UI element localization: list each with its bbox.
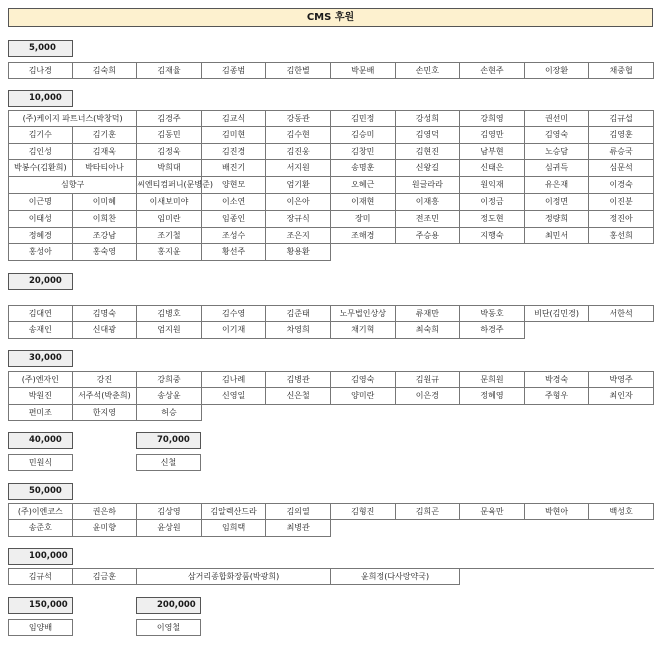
donor-cell: 김원규 [396,371,461,388]
donor-cell: 황용환 [266,244,331,261]
empty-cell [525,520,590,537]
donor-cell: 김종범 [202,62,267,79]
donor-cell: 민원식 [8,454,73,471]
donor-cell: 김의열 [266,503,331,520]
donor-cell: 지행숙 [460,228,525,245]
tier-label-70000: 70,000 [136,432,201,449]
donor-cell: 김재욱 [73,144,138,161]
donor-cell: 장규식 [266,211,331,228]
tier-label-40000: 40,000 [8,432,73,449]
donor-cell: 이재현 [331,194,396,211]
donor-cell: 주형우 [525,388,590,405]
donor-cell: 김인성 [8,144,73,161]
donor-cell: 김현진 [396,144,461,161]
donor-cell: 정량희 [525,211,590,228]
donor-cell: 전조민 [396,211,461,228]
donor-cell: 김숙희 [73,62,138,79]
donor-cell: 송명훈 [331,160,396,177]
donor-cell: 양미란 [331,388,396,405]
donor-cell: 강희중 [137,371,202,388]
donor-cell: 송재인 [8,322,73,339]
donor-cell: 윤희정(다사랑약국) [331,568,460,585]
empty-cell [589,520,654,537]
donor-cell: 김영훈 [589,127,654,144]
donor-cell: 편미조 [8,405,73,422]
empty-cell [589,405,654,422]
empty-cell [396,244,461,261]
donor-cell: 비단(김민경) [525,305,590,322]
donor-cell: 최숙희 [396,322,461,339]
donor-grid-10000 [8,110,654,261]
donor-cell: 김규석 [8,568,73,585]
donor-cell: 심문석 [589,160,654,177]
donor-cell: 이근명 [8,194,73,211]
empty-cell [396,405,461,422]
donor-cell: (주)이엔코스 [8,503,73,520]
donor-cell: 신은철 [266,388,331,405]
donor-cell: 최민서 [525,228,590,245]
donor-cell: 이정면 [525,194,590,211]
donor-cell: 박타티아나 [73,160,138,177]
donor-cell: 박문배 [331,62,396,79]
donor-cell: 김병호 [137,305,202,322]
donor-cell: 장미 [331,211,396,228]
donor-cell: 이은경 [396,388,461,405]
donor-cell: 이은아 [266,194,331,211]
donor-cell: 원익재 [460,177,525,194]
donor-cell: 남부현 [460,144,525,161]
donor-cell: 조성수 [202,228,267,245]
empty-cell [331,520,396,537]
donor-cell: 정혜경 [8,228,73,245]
donor-cell: 이희찬 [73,211,138,228]
donor-cell: 최인자 [589,388,654,405]
donor-cell: 원글라라 [396,177,461,194]
donor-cell: 김수현 [266,127,331,144]
donor-cell: 정혜영 [460,388,525,405]
donor-cell: 윤상원 [137,520,202,537]
donor-cell: 박봉수(김환희) [8,160,73,177]
donor-cell: 서지원 [266,160,331,177]
donor-cell: 임희택 [202,520,267,537]
empty-cell [460,520,525,537]
donor-cell: 주승용 [396,228,461,245]
donor-cell: 임종인 [202,211,267,228]
donor-cell: 강동관 [266,110,331,127]
donor-cell: 김알렉산드라 [202,503,267,520]
donor-cell: 정진아 [589,211,654,228]
donor-cell: 정도현 [460,211,525,228]
donor-cell: 박현아 [525,503,590,520]
empty-cell [525,244,590,261]
donor-cell: 김재율 [137,62,202,79]
donor-cell: 임미란 [137,211,202,228]
donor-cell: 김교식 [202,110,267,127]
donor-cell: 류재만 [396,305,461,322]
donor-cell: 강진 [73,371,138,388]
donor-cell: 이정금 [460,194,525,211]
donor-cell: 엄기환 [266,177,331,194]
donor-cell: 김병관 [266,371,331,388]
donor-cell: 조해경 [331,228,396,245]
empty-cell [202,405,267,422]
donor-cell: 임양배 [8,619,73,636]
donor-cell: 신철 [136,454,201,471]
donor-cell: 김승미 [331,127,396,144]
donor-cell: 이경숙 [589,177,654,194]
donor-cell: 양현모 [202,177,267,194]
donor-cell: 김경주 [137,110,202,127]
empty-cell [331,244,396,261]
donor-cell: 문육만 [460,503,525,520]
donor-cell: 강희영 [460,110,525,127]
donor-cell: 차영희 [266,322,331,339]
donor-cell: 김진웅 [266,144,331,161]
donor-cell: 홍숙영 [73,244,138,261]
donor-cell: 권선미 [525,110,590,127]
donor-cell: (주)엔자인 [8,371,73,388]
donor-cell: 윤미향 [73,520,138,537]
donor-cell: 심귀득 [525,160,590,177]
page-title: CMS 후원 [8,8,653,27]
donor-cell: 김정욱 [137,144,202,161]
empty-cell [460,244,525,261]
donor-cell: 이소연 [202,194,267,211]
donor-cell: 김영덕 [396,127,461,144]
donor-cell: 최병관 [266,520,331,537]
donor-cell: 노무법인상상 [331,305,396,322]
donor-cell: 박원진 [8,388,73,405]
empty-cell [331,405,396,422]
empty-cell [396,520,461,537]
donor-cell: 이기재 [202,322,267,339]
donor-cell: 삼거리종합화장품(박광희) [137,568,331,585]
donor-grid-100000 [8,568,654,585]
donor-cell: 김미현 [202,127,267,144]
donor-cell: 송준호 [8,520,73,537]
donor-cell: 김영숙 [331,371,396,388]
donor-cell: 박영주 [589,371,654,388]
tier-label-20000: 20,000 [8,273,73,290]
donor-cell: 조강남 [73,228,138,245]
tier-label-50000: 50,000 [8,483,73,500]
donor-cell: 홍선희 [589,228,654,245]
donor-grid-50000 [8,503,654,537]
empty-cell [525,322,590,339]
tier-label-10000: 10,000 [8,90,73,107]
donor-cell: 조기철 [137,228,202,245]
donor-cell: 이진분 [589,194,654,211]
donor-cell: 신왕길 [396,160,461,177]
donor-cell: 노승담 [525,144,590,161]
donor-cell: 심향구 [8,177,137,194]
empty-cell [266,405,331,422]
donor-cell: 홍지윤 [137,244,202,261]
donor-cell: 신대광 [73,322,138,339]
donor-cell: 김규섭 [589,110,654,127]
donor-cell: 강성희 [396,110,461,127]
donor-cell: 김형진 [331,503,396,520]
donor-cell: 오혜근 [331,177,396,194]
donor-cell: 신태은 [460,160,525,177]
donor-cell: 백성호 [589,503,654,520]
empty-cell [460,568,525,585]
donor-grid-5000 [8,62,654,79]
donor-grid-20000 [8,305,654,339]
donor-cell: 서한석 [589,305,654,322]
donor-cell: 허승 [137,405,202,422]
tier-label-100000: 100,000 [8,548,73,565]
empty-cell [525,568,590,585]
empty-cell [589,244,654,261]
donor-cell: 유은재 [525,177,590,194]
donor-cell: 김기훈 [73,127,138,144]
empty-cell [460,405,525,422]
donor-cell: 신영일 [202,388,267,405]
donor-cell: 김명숙 [73,305,138,322]
donor-cell: 엄지원 [137,322,202,339]
donor-cell: 이장환 [525,62,590,79]
donor-cell: 김창민 [331,144,396,161]
donor-cell: 김진경 [202,144,267,161]
empty-cell [589,568,654,585]
donor-cell: 김영숙 [525,127,590,144]
donor-cell: (주)케이지 파트너스(박창덕) [8,110,137,127]
empty-cell [589,322,654,339]
tier-label-30000: 30,000 [8,350,73,367]
donor-cell: 권은하 [73,503,138,520]
donor-cell: 김나경 [8,62,73,79]
donor-cell: 박희대 [137,160,202,177]
donor-cell: 김수영 [202,305,267,322]
donor-cell: 김금훈 [73,568,138,585]
donor-cell: 황선주 [202,244,267,261]
donor-cell: 채중협 [589,62,654,79]
donor-cell: 이태성 [8,211,73,228]
donor-cell: 김영만 [460,127,525,144]
donor-cell: 씨엔티컴퍼니(문병준) [137,177,202,194]
donor-cell: 손현주 [460,62,525,79]
donor-cell: 채기혁 [331,322,396,339]
donor-cell: 김동민 [137,127,202,144]
tier-label-5000: 5,000 [8,40,73,57]
donor-cell: 송상윤 [137,388,202,405]
donor-cell: 홍성아 [8,244,73,261]
donor-cell: 류승국 [589,144,654,161]
donor-cell: 이새보미야 [137,194,202,211]
donor-cell: 김기수 [8,127,73,144]
donor-cell: 조은지 [266,228,331,245]
donor-cell: 이재흥 [396,194,461,211]
tier-label-200000: 200,000 [136,597,201,614]
tier-label-150000: 150,000 [8,597,73,614]
donor-cell: 김민정 [331,110,396,127]
donor-cell: 김나례 [202,371,267,388]
donor-cell: 박경숙 [525,371,590,388]
donor-cell: 김대연 [8,305,73,322]
donor-cell: 김희곤 [396,503,461,520]
donor-cell: 이영철 [136,619,201,636]
donor-cell: 문희원 [460,371,525,388]
donor-cell: 배진기 [202,160,267,177]
donor-cell: 박동호 [460,305,525,322]
donor-cell: 한지영 [73,405,138,422]
donor-cell: 이미혜 [73,194,138,211]
empty-cell [525,405,590,422]
donor-cell: 김준태 [266,305,331,322]
donor-cell: 하경주 [460,322,525,339]
donor-grid-30000 [8,371,654,421]
donor-cell: 김상영 [137,503,202,520]
donor-cell: 서주석(박춘희) [73,388,138,405]
donor-cell: 손민호 [396,62,461,79]
donor-cell: 김한별 [266,62,331,79]
